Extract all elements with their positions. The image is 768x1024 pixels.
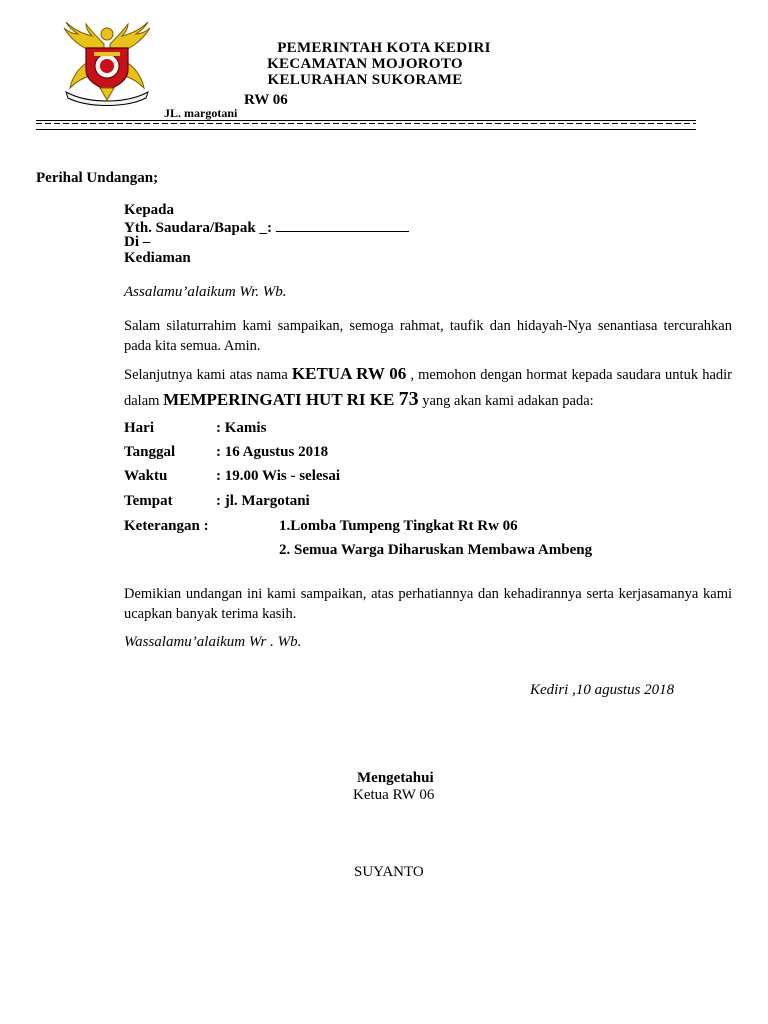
invitation-part1: Selanjutnya kami atas nama — [124, 367, 292, 383]
recipient-yth — [124, 218, 409, 237]
detail-keterangan-item2: 2. Semua Warga Diharuskan Membawa Ambeng — [279, 542, 593, 558]
detail-hari-label: Hari — [124, 420, 154, 436]
header-rw: RW 06 — [244, 92, 288, 108]
header-address: JL. margotani — [164, 106, 238, 120]
closing-paragraph: Demikian undangan ini kami sampaikan, atas perhatiannya dan kehadirannya serta kerjasamanya kami ucapkan banyak terima kasih. — [124, 586, 732, 622]
signature-name: SUYANTO — [354, 864, 424, 880]
paragraph-invitation — [124, 362, 732, 413]
detail-tanggal-value: : 16 Agustus 2018 — [216, 444, 329, 460]
invitation-event: MEMPERINGATI HUT RI KE — [163, 390, 399, 409]
signature-position: Ketua RW 06 — [353, 787, 435, 803]
recipient-di: Di – — [124, 234, 151, 250]
invitation-part2: , memohon dengan hormat kepada saudara untuk hadir dalam — [124, 367, 732, 409]
signature-title: Mengetahui — [357, 770, 434, 786]
header-divider — [36, 120, 696, 130]
recipient-place: Kediaman — [124, 250, 191, 266]
paragraph-greeting: Salam silaturrahim kami sampaikan, semoga rahmat, taufik dan hidayah-Nya senantiasa tercurahkan pada kita semua. Amin. — [124, 318, 732, 354]
letter-date: Kediri ,10 agustus 2018 — [530, 682, 675, 698]
invitation-number: 73 — [398, 388, 419, 410]
detail-waktu-label: Waktu — [124, 468, 168, 484]
recipient-name-blank — [276, 218, 409, 232]
detail-waktu-value: : 19.00 Wis - selesai — [216, 468, 341, 484]
subject: Perihal Undangan; — [36, 170, 159, 186]
recipient-to: Kepada — [124, 202, 175, 218]
invitation-part3: yang akan kami adakan pada: — [418, 393, 594, 409]
recipient-yth-label: Yth. Saudara/Bapak _: — [124, 220, 272, 236]
detail-tempat-value: : jl. Margotani — [216, 493, 310, 509]
header-government: PEMERINTAH KOTA KEDIRI — [277, 40, 491, 56]
detail-tempat-label: Tempat — [124, 493, 173, 509]
invitation-ketua: KETUA RW 06 — [291, 364, 407, 383]
opening-greeting: Assalamu’alaikum Wr. Wb. — [124, 284, 287, 300]
detail-keterangan-item1: 1.Lomba Tumpeng Tingkat Rt Rw 06 — [279, 518, 518, 534]
header-district: KECAMATAN MOJOROTO — [267, 56, 463, 72]
detail-keterangan-label: Keterangan : — [124, 518, 209, 534]
header-village: KELURAHAN SUKORAME — [267, 72, 463, 88]
detail-tanggal-label: Tanggal — [124, 444, 176, 460]
closing-greeting: Wassalamu’alaikum Wr . Wb. — [124, 634, 302, 650]
detail-hari-value: : Kamis — [216, 420, 267, 436]
